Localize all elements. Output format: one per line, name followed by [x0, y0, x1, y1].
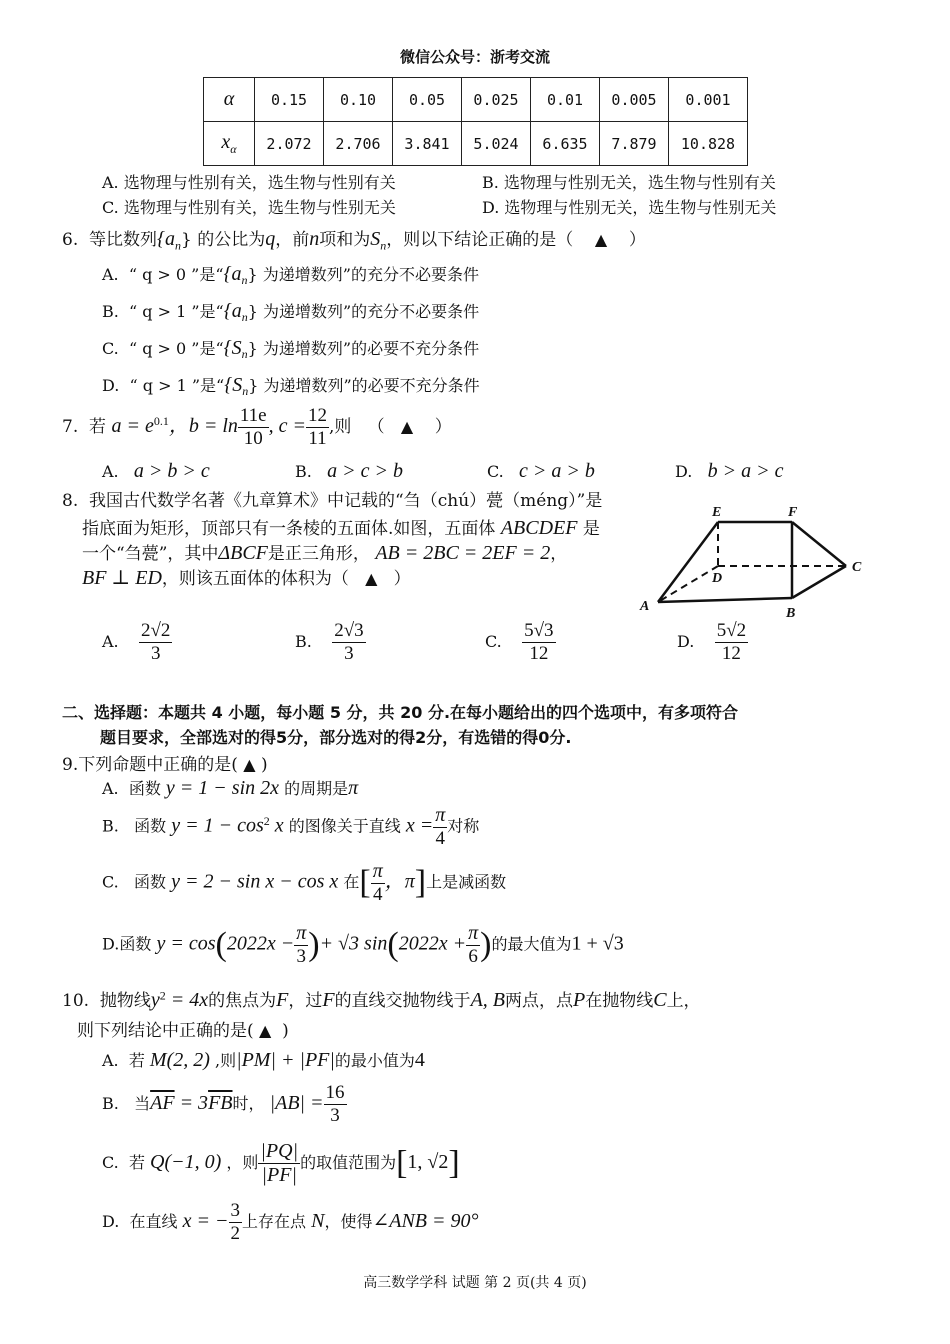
- q8-stem-line4: BF ⊥ ED，则该五面体的体积为（ ▲ ）: [82, 567, 411, 589]
- table-cell: 0.005: [600, 78, 669, 122]
- answer-blank-icon: ▲: [259, 1021, 272, 1040]
- fraction: $\frac{\pi}{4}$: [372, 860, 383, 905]
- q5-option-d: D. 选物理与性别无关，选生物与性别无关: [482, 198, 777, 217]
- fraction: $\frac{3}{2}$: [230, 1200, 240, 1244]
- table-cell: 0.05: [393, 78, 462, 122]
- q9-option-b: B. 函数 $y = 1 - \cos^2 x$ 的图像关于直线 x = $\frac{\pi}{4}$ 对称: [102, 804, 480, 849]
- q9-option-d: D.函数 y = cos(2022x − $\frac{\pi}{3}$ )+ √3 sin(2022x + $\frac{\pi}{6}$ )的最大值为1 + √3: [102, 922, 624, 967]
- fraction: $\frac{|PQ|}{|PF|}$: [260, 1140, 299, 1186]
- q8-stem-line2: 指底面为矩形，顶部只有一条棱的五面体.如图，五面体 ABCDEF 是: [82, 517, 600, 539]
- q7-option-b: B. a > c > b: [295, 460, 403, 482]
- table-cell: 0.001: [669, 78, 748, 122]
- fraction: $\frac{5√2}{12}$: [716, 620, 747, 664]
- q9-stem: 9.下列命题中正确的是( ▲ ): [62, 755, 268, 775]
- fraction: $\frac{2√3}{3}$: [334, 620, 364, 664]
- q10-option-d: D. 在直线 x = − $\frac{3}{2}$ 上存在点 N，使得∠ANB = 90°: [102, 1200, 479, 1244]
- table-cell: 7.879: [600, 122, 669, 166]
- edge-fc: [792, 522, 846, 566]
- table-cell: 3.841: [393, 122, 462, 166]
- fraction: $\frac{\pi}{4}$: [435, 804, 446, 849]
- vertex-a-label: A: [640, 599, 650, 614]
- q6-option-c: C. “ q > 0 ”是“$\{S_n\}$ 为递增数列”的必要不充分条件: [102, 337, 480, 362]
- edge-bc: [792, 566, 846, 598]
- fraction: $\frac{\pi}{3}$: [296, 922, 307, 967]
- answer-blank-icon: ▲: [400, 416, 414, 436]
- page-footer: 高三数学学科 试题 第 2 页(共 4 页): [363, 1275, 587, 1291]
- vertex-b-label: B: [786, 606, 796, 621]
- q5-option-b: B. 选物理与性别无关，选生物与性别有关: [482, 173, 776, 192]
- table-row: [204, 122, 748, 166]
- q6-option-a: A. “ q > 0 ”是“$\{a_n\}$ 为递增数列”的充分不必要条件: [102, 263, 479, 288]
- edge-ab: [658, 598, 792, 602]
- table-cell: 10.828: [669, 122, 748, 166]
- vertex-f-label: F: [788, 505, 798, 520]
- fraction: $\frac{16}{3}$: [325, 1082, 345, 1126]
- vertex-d-label: D: [712, 571, 723, 586]
- fraction: $\frac{2√2}{3}$: [140, 620, 171, 664]
- q6-stem: 6. 等比数列$\{a_n\}$ 的公比为q，前n项和为$S_n$，则以下结论正确的是（ ▲ ）: [62, 228, 646, 253]
- critical-value-table: [203, 77, 748, 166]
- q10-option-b: B. 当$\overline{AF} = 3\overline{FB}$时， |AB| = $\frac{16}{3}$: [102, 1082, 345, 1126]
- pentahedron-figure: [630, 500, 870, 625]
- table-cell: 2.072: [255, 122, 324, 166]
- q8-stem-line3: 一个“刍甍”，其中ΔBCF是正三角形， AB = 2BC = 2EF = 2，: [82, 542, 568, 564]
- q6-option-d: D. “ q > 1 ”是“$\{S_n\}$ 为递增数列”的必要不充分条件: [102, 374, 480, 399]
- table-cell: 6.635: [531, 122, 600, 166]
- fraction: $\frac{5√3}{12}$: [524, 620, 554, 664]
- q10-stem-line2: 则下列结论中正确的是( ▲ ): [77, 1021, 289, 1041]
- table-row: [204, 78, 748, 122]
- table-cell: 0.01: [531, 78, 600, 122]
- table-cell: 0.10: [324, 78, 393, 122]
- x-alpha-label: $x_\alpha$: [204, 122, 255, 166]
- q8-option-c: C. $\frac{5√3}{12}$: [485, 620, 554, 664]
- q7-stem: 7. 若 $a = e^{0.1}$，b = ln $\frac{11e}{10}$ , c = $\frac{12}{11}$ ,则 （ ▲ ）: [62, 405, 452, 449]
- section-2-heading-line2: 题目要求，全部选对的得5分，部分选对的得2分，有选错的得0分.: [100, 728, 572, 747]
- q10-option-c: C. 若 Q(−1, 0) ，则 $\frac{|PQ|}{|PF|}$ 的取值范围为[1, √2]: [102, 1140, 460, 1186]
- fraction: $\frac{12}{11}$: [308, 405, 327, 449]
- page-header: 微信公众号：浙考交流: [399, 48, 550, 66]
- edge-ea: [658, 522, 718, 602]
- table-cell: 0.15: [255, 78, 324, 122]
- q8-stem-line1: 8. 我国古代数学名著《九章算术》中记载的“刍（chú）甍（méng）”是: [62, 491, 603, 511]
- table-cell: 5.024: [462, 122, 531, 166]
- q6-option-b: B. “ q > 1 ”是“$\{a_n\}$ 为递增数列”的充分不必要条件: [102, 300, 480, 325]
- q10-option-a: A. 若 M(2, 2) ,则|PM| + |PF|的最小值为4: [102, 1049, 425, 1071]
- q7-option-a: A. a > b > c: [102, 460, 210, 482]
- q5-option-c: C. 选物理与性别有关，选生物与性别无关: [102, 198, 396, 217]
- table-cell: 0.025: [462, 78, 531, 122]
- answer-blank-icon: ▲: [365, 569, 378, 588]
- answer-blank-icon: ▲: [243, 755, 256, 774]
- q8-option-a: A. $\frac{2√2}{3}$: [102, 620, 171, 664]
- q9-option-a: A. 函数 y = 1 − sin 2x 的周期是π: [102, 777, 359, 799]
- vertex-c-label: C: [852, 560, 862, 575]
- table-cell: 2.706: [324, 122, 393, 166]
- alpha-label: α: [204, 78, 255, 122]
- q8-option-d: D. $\frac{5√2}{12}$: [677, 620, 747, 664]
- fraction: $\frac{11e}{10}$: [239, 405, 267, 449]
- vertex-e-label: E: [712, 505, 722, 520]
- q10-stem: 10. 抛物线$y^2 = 4x$的焦点为F，过F的直线交抛物线于A, B两点，点P在抛物线C上，: [62, 988, 701, 1011]
- q5-option-a: A. 选物理与性别有关，选生物与性别有关: [102, 173, 396, 192]
- answer-blank-icon: ▲: [594, 230, 608, 249]
- edge-da-hidden: [658, 566, 718, 602]
- section-2-heading: 二、选择题：本题共 4 小题，每小题 5 分，共 20 分.在每小题给出的四个选项中，有多项符合: [62, 703, 739, 722]
- q7-option-d: D. b > a > c: [675, 460, 784, 482]
- q7-option-c: C. c > a > b: [487, 460, 595, 482]
- q9-option-c: C. 函数 y = 2 − sin x − cos x 在[ $\frac{\pi}{4}$ ，π]上是减函数: [102, 860, 507, 905]
- fraction: $\frac{\pi}{6}$: [468, 922, 479, 967]
- q8-option-b: B. $\frac{2√3}{3}$: [295, 620, 364, 664]
